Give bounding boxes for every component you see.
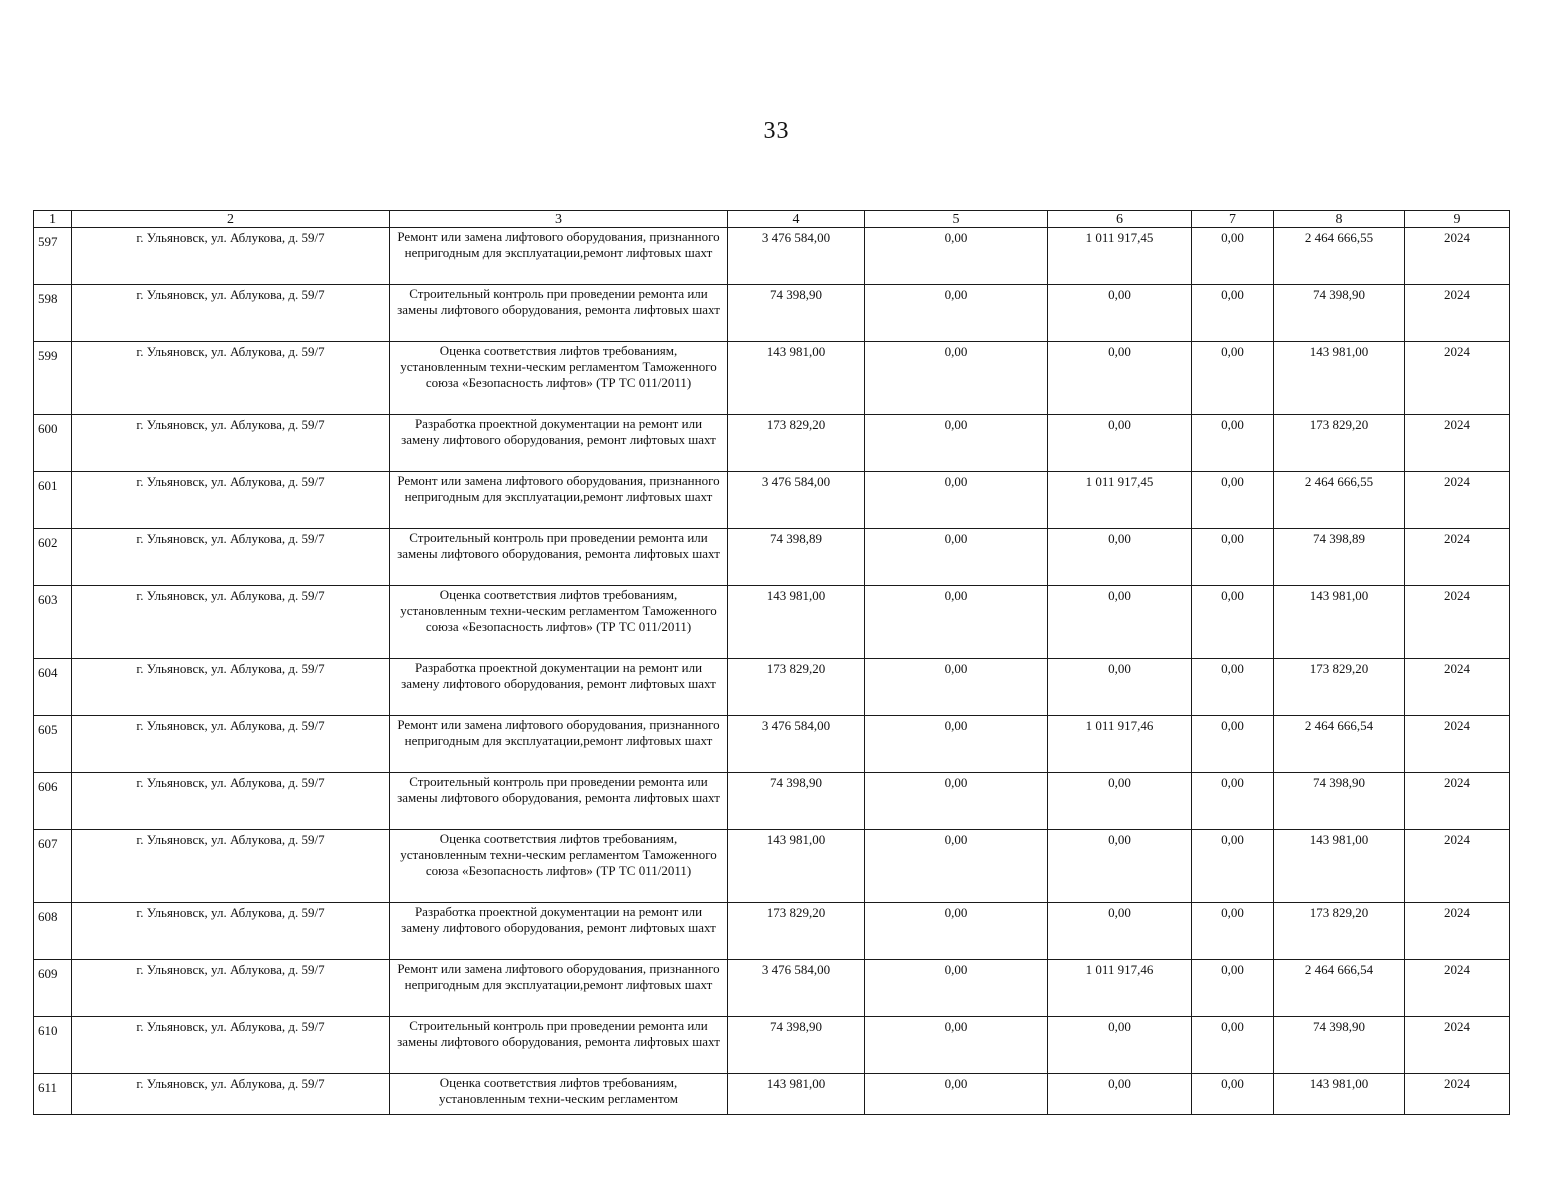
- column-7-cell: 0,00: [1192, 342, 1274, 415]
- column-6-cell: 0,00: [1048, 1074, 1192, 1115]
- table-row: [34, 228, 1510, 285]
- column-8-cell: 173 829,20: [1274, 659, 1405, 716]
- column-8-cell: 143 981,00: [1274, 1074, 1405, 1115]
- work-type-cell: Оценка соответствия лифтов требованиям, установленным техни-ческим регламентом: [390, 1074, 728, 1115]
- row-number: 600: [34, 415, 72, 472]
- table-row: [34, 285, 1510, 342]
- cost-total-cell: 74 398,89: [728, 529, 865, 586]
- column-5-cell: 0,00: [865, 228, 1048, 285]
- capital-repair-table: [33, 210, 1510, 1115]
- year-cell: 2024: [1405, 773, 1510, 830]
- address-cell: г. Ульяновск, ул. Аблукова, д. 59/7: [72, 1017, 390, 1074]
- address-cell: г. Ульяновск, ул. Аблукова, д. 59/7: [72, 773, 390, 830]
- row-number: 599: [34, 342, 72, 415]
- column-6-cell: 1 011 917,45: [1048, 472, 1192, 529]
- column-5-cell: 0,00: [865, 830, 1048, 903]
- column-6-cell: 0,00: [1048, 415, 1192, 472]
- column-7-cell: 0,00: [1192, 830, 1274, 903]
- year-cell: 2024: [1405, 716, 1510, 773]
- header-row: [34, 211, 1510, 228]
- column-8-cell: 74 398,90: [1274, 773, 1405, 830]
- column-8-cell: 143 981,00: [1274, 830, 1405, 903]
- work-type-cell: Ремонт или замена лифтового оборудования, признанного непригодным для эксплуатации,ремонт лифтовых шахт: [390, 960, 728, 1017]
- work-type-cell: Оценка соответствия лифтов требованиям, установленным техни-ческим регламентом Таможенного союза «Безопасность лифтов» (ТР ТС 011/2011): [390, 830, 728, 903]
- year-cell: 2024: [1405, 472, 1510, 529]
- row-number: 601: [34, 472, 72, 529]
- column-8-cell: 143 981,00: [1274, 586, 1405, 659]
- table-row: [34, 716, 1510, 773]
- column-7-cell: 0,00: [1192, 903, 1274, 960]
- column-5-cell: 0,00: [865, 1074, 1048, 1115]
- capital-repair-table-wrap: [33, 210, 1509, 1115]
- cost-total-cell: 3 476 584,00: [728, 716, 865, 773]
- year-cell: 2024: [1405, 830, 1510, 903]
- work-type-cell: Строительный контроль при проведении ремонта или замены лифтового оборудования, ремонта лифтовых шахт: [390, 773, 728, 830]
- year-cell: 2024: [1405, 285, 1510, 342]
- table-row: [34, 472, 1510, 529]
- column-7-cell: 0,00: [1192, 415, 1274, 472]
- cost-total-cell: 3 476 584,00: [728, 472, 865, 529]
- cost-total-cell: 143 981,00: [728, 342, 865, 415]
- column-8-cell: 143 981,00: [1274, 342, 1405, 415]
- address-cell: г. Ульяновск, ул. Аблукова, д. 59/7: [72, 415, 390, 472]
- column-8-cell: 2 464 666,55: [1274, 472, 1405, 529]
- column-header: 5: [865, 211, 1048, 228]
- address-cell: г. Ульяновск, ул. Аблукова, д. 59/7: [72, 716, 390, 773]
- column-8-cell: 74 398,90: [1274, 1017, 1405, 1074]
- table-row: [34, 659, 1510, 716]
- work-type-cell: Оценка соответствия лифтов требованиям, установленным техни-ческим регламентом Таможенного союза «Безопасность лифтов» (ТР ТС 011/2011): [390, 342, 728, 415]
- table-row: [34, 586, 1510, 659]
- cost-total-cell: 143 981,00: [728, 1074, 865, 1115]
- column-5-cell: 0,00: [865, 472, 1048, 529]
- column-header: 1: [34, 211, 72, 228]
- column-7-cell: 0,00: [1192, 960, 1274, 1017]
- column-8-cell: 2 464 666,54: [1274, 716, 1405, 773]
- work-type-cell: Оценка соответствия лифтов требованиям, установленным техни-ческим регламентом Таможенного союза «Безопасность лифтов» (ТР ТС 011/2011): [390, 586, 728, 659]
- column-5-cell: 0,00: [865, 342, 1048, 415]
- column-7-cell: 0,00: [1192, 529, 1274, 586]
- row-number: 603: [34, 586, 72, 659]
- year-cell: 2024: [1405, 586, 1510, 659]
- row-number: 608: [34, 903, 72, 960]
- column-header: 2: [72, 211, 390, 228]
- table-row: [34, 529, 1510, 586]
- work-type-cell: Строительный контроль при проведении ремонта или замены лифтового оборудования, ремонта лифтовых шахт: [390, 1017, 728, 1074]
- column-8-cell: 74 398,89: [1274, 529, 1405, 586]
- column-6-cell: 1 011 917,46: [1048, 716, 1192, 773]
- table-row: [34, 1074, 1510, 1115]
- cost-total-cell: 143 981,00: [728, 586, 865, 659]
- column-6-cell: 0,00: [1048, 285, 1192, 342]
- column-7-cell: 0,00: [1192, 472, 1274, 529]
- row-number: 611: [34, 1074, 72, 1115]
- column-6-cell: 0,00: [1048, 1017, 1192, 1074]
- table-row: [34, 960, 1510, 1017]
- year-cell: 2024: [1405, 228, 1510, 285]
- year-cell: 2024: [1405, 903, 1510, 960]
- column-6-cell: 1 011 917,46: [1048, 960, 1192, 1017]
- column-8-cell: 2 464 666,54: [1274, 960, 1405, 1017]
- address-cell: г. Ульяновск, ул. Аблукова, д. 59/7: [72, 903, 390, 960]
- row-number: 604: [34, 659, 72, 716]
- column-7-cell: 0,00: [1192, 586, 1274, 659]
- column-header: 8: [1274, 211, 1405, 228]
- work-type-cell: Ремонт или замена лифтового оборудования, признанного непригодным для эксплуатации,ремонт лифтовых шахт: [390, 228, 728, 285]
- row-number: 602: [34, 529, 72, 586]
- row-number: 610: [34, 1017, 72, 1074]
- year-cell: 2024: [1405, 415, 1510, 472]
- column-header: 3: [390, 211, 728, 228]
- column-6-cell: 0,00: [1048, 586, 1192, 659]
- year-cell: 2024: [1405, 1017, 1510, 1074]
- column-7-cell: 0,00: [1192, 228, 1274, 285]
- work-type-cell: Разработка проектной документации на ремонт или замену лифтового оборудования, ремонт лифтовых шахт: [390, 903, 728, 960]
- year-cell: 2024: [1405, 960, 1510, 1017]
- column-5-cell: 0,00: [865, 1017, 1048, 1074]
- row-number: 609: [34, 960, 72, 1017]
- page-number: 33: [763, 118, 790, 144]
- work-type-cell: Строительный контроль при проведении ремонта или замены лифтового оборудования, ремонта лифтовых шахт: [390, 529, 728, 586]
- column-5-cell: 0,00: [865, 659, 1048, 716]
- address-cell: г. Ульяновск, ул. Аблукова, д. 59/7: [72, 960, 390, 1017]
- row-number: 598: [34, 285, 72, 342]
- column-8-cell: 173 829,20: [1274, 415, 1405, 472]
- column-8-cell: 74 398,90: [1274, 285, 1405, 342]
- year-cell: 2024: [1405, 659, 1510, 716]
- column-5-cell: 0,00: [865, 415, 1048, 472]
- column-6-cell: 0,00: [1048, 342, 1192, 415]
- cost-total-cell: 3 476 584,00: [728, 228, 865, 285]
- column-8-cell: 2 464 666,55: [1274, 228, 1405, 285]
- cost-total-cell: 173 829,20: [728, 415, 865, 472]
- work-type-cell: Разработка проектной документации на ремонт или замену лифтового оборудования, ремонт лифтовых шахт: [390, 659, 728, 716]
- table-row: [34, 1017, 1510, 1074]
- column-header: 7: [1192, 211, 1274, 228]
- address-cell: г. Ульяновск, ул. Аблукова, д. 59/7: [72, 1074, 390, 1115]
- table-row: [34, 830, 1510, 903]
- column-6-cell: 1 011 917,45: [1048, 228, 1192, 285]
- column-6-cell: 0,00: [1048, 903, 1192, 960]
- column-8-cell: 173 829,20: [1274, 903, 1405, 960]
- row-number: 605: [34, 716, 72, 773]
- column-6-cell: 0,00: [1048, 529, 1192, 586]
- row-number: 597: [34, 228, 72, 285]
- column-7-cell: 0,00: [1192, 659, 1274, 716]
- cost-total-cell: 74 398,90: [728, 773, 865, 830]
- cost-total-cell: 143 981,00: [728, 830, 865, 903]
- column-5-cell: 0,00: [865, 960, 1048, 1017]
- address-cell: г. Ульяновск, ул. Аблукова, д. 59/7: [72, 830, 390, 903]
- year-cell: 2024: [1405, 342, 1510, 415]
- table-row: [34, 903, 1510, 960]
- year-cell: 2024: [1405, 529, 1510, 586]
- column-5-cell: 0,00: [865, 529, 1048, 586]
- work-type-cell: Ремонт или замена лифтового оборудования, признанного непригодным для эксплуатации,ремонт лифтовых шахт: [390, 716, 728, 773]
- work-type-cell: Ремонт или замена лифтового оборудования, признанного непригодным для эксплуатации,ремонт лифтовых шахт: [390, 472, 728, 529]
- cost-total-cell: 74 398,90: [728, 285, 865, 342]
- column-5-cell: 0,00: [865, 716, 1048, 773]
- column-5-cell: 0,00: [865, 586, 1048, 659]
- column-7-cell: 0,00: [1192, 773, 1274, 830]
- column-5-cell: 0,00: [865, 773, 1048, 830]
- column-header: 6: [1048, 211, 1192, 228]
- column-7-cell: 0,00: [1192, 285, 1274, 342]
- column-header: 9: [1405, 211, 1510, 228]
- cost-total-cell: 173 829,20: [728, 903, 865, 960]
- column-header: 4: [728, 211, 865, 228]
- column-6-cell: 0,00: [1048, 830, 1192, 903]
- column-6-cell: 0,00: [1048, 773, 1192, 830]
- column-7-cell: 0,00: [1192, 1074, 1274, 1115]
- address-cell: г. Ульяновск, ул. Аблукова, д. 59/7: [72, 529, 390, 586]
- row-number: 606: [34, 773, 72, 830]
- cost-total-cell: 3 476 584,00: [728, 960, 865, 1017]
- row-number: 607: [34, 830, 72, 903]
- column-5-cell: 0,00: [865, 285, 1048, 342]
- cost-total-cell: 173 829,20: [728, 659, 865, 716]
- column-6-cell: 0,00: [1048, 659, 1192, 716]
- year-cell: 2024: [1405, 1074, 1510, 1115]
- table-row: [34, 415, 1510, 472]
- address-cell: г. Ульяновск, ул. Аблукова, д. 59/7: [72, 285, 390, 342]
- cost-total-cell: 74 398,90: [728, 1017, 865, 1074]
- column-5-cell: 0,00: [865, 903, 1048, 960]
- column-7-cell: 0,00: [1192, 1017, 1274, 1074]
- table-row: [34, 773, 1510, 830]
- address-cell: г. Ульяновск, ул. Аблукова, д. 59/7: [72, 472, 390, 529]
- column-7-cell: 0,00: [1192, 716, 1274, 773]
- work-type-cell: Разработка проектной документации на ремонт или замену лифтового оборудования, ремонт лифтовых шахт: [390, 415, 728, 472]
- address-cell: г. Ульяновск, ул. Аблукова, д. 59/7: [72, 659, 390, 716]
- address-cell: г. Ульяновск, ул. Аблукова, д. 59/7: [72, 342, 390, 415]
- table-row: [34, 342, 1510, 415]
- address-cell: г. Ульяновск, ул. Аблукова, д. 59/7: [72, 228, 390, 285]
- address-cell: г. Ульяновск, ул. Аблукова, д. 59/7: [72, 586, 390, 659]
- work-type-cell: Строительный контроль при проведении ремонта или замены лифтового оборудования, ремонта лифтовых шахт: [390, 285, 728, 342]
